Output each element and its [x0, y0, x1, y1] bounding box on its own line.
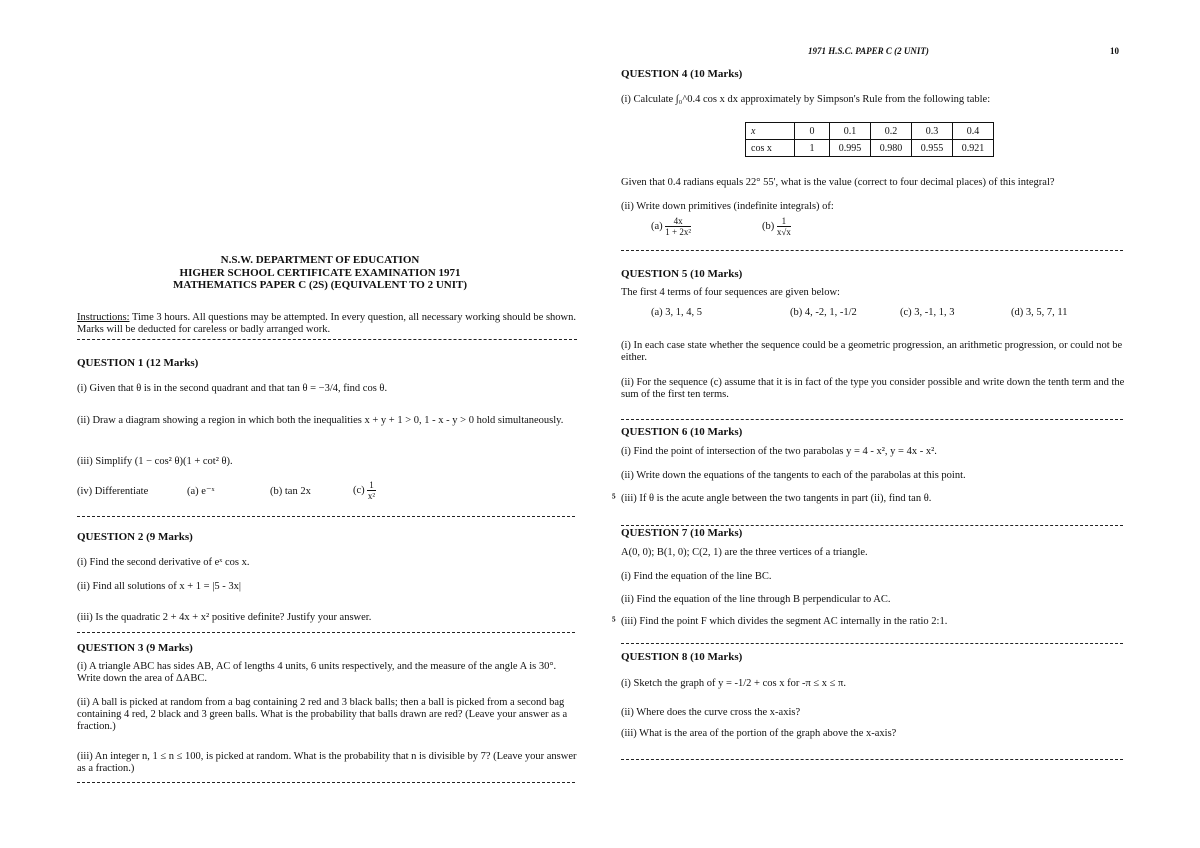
q5-part-ii: (ii) For the sequence (c) assume that it is in fact of the type you consider possible and write down the tenth term and the sum of the first ten terms. [621, 377, 1125, 400]
q7-title: QUESTION 7 (10 Marks) [621, 527, 743, 539]
q6-title: QUESTION 6 (10 Marks) [621, 426, 743, 438]
q5-intro: The first 4 terms of four sequences are given below: [621, 287, 840, 298]
header-line-2: HIGHER SCHOOL CERTIFICATE EXAMINATION 1971 [179, 266, 461, 279]
q1-iv-b: (b) tan 2x [270, 486, 311, 497]
q1-iv-c-denominator: x² [367, 491, 376, 501]
q2-title: QUESTION 2 (9 Marks) [77, 531, 193, 543]
simpson-table [745, 122, 994, 157]
q1-part-i: (i) Given that θ is in the second quadrant and that tan θ = −3/4, find cos θ. [77, 383, 388, 394]
instructions-label: Instructions: [77, 312, 130, 323]
q2-part-iii: (iii) Is the quadratic 2 + 4x + x² positive definite? Justify your answer. [77, 612, 372, 623]
table-cell: 0.921 [953, 140, 994, 157]
q8-part-i: (i) Sketch the graph of y = -1/2 + cos x for -π ≤ x ≤ π. [621, 678, 846, 689]
q8-title: QUESTION 8 (10 Marks) [621, 651, 743, 663]
q1-iv-a: (a) e⁻ˣ [187, 486, 215, 497]
q3-title: QUESTION 3 (9 Marks) [77, 642, 193, 654]
table-cell: 0.4 [953, 123, 994, 140]
page-number: 10 [1110, 46, 1119, 56]
q4-ii-b-denominator: x√x [776, 227, 791, 237]
table-cell: x [746, 123, 795, 140]
table-row [746, 123, 994, 140]
q4-part-ii: (ii) Write down primitives (indefinite integrals) of: [621, 201, 834, 212]
q4-ii-a-numerator: 4x [665, 216, 691, 227]
q3-part-i: (i) A triangle ABC has sides AB, AC of lengths 4 units, 6 units respectively, and the measure of the angle A is 30°. Write down the area of ΔABC. [77, 661, 557, 684]
table-row [746, 140, 994, 157]
q8-part-ii: (ii) Where does the curve cross the x-axis? [621, 707, 801, 718]
q5-seq-c: (c) 3, -1, 1, 3 [900, 307, 955, 318]
q5-seq-b: (b) 4, -2, 1, -1/2 [790, 307, 857, 318]
q7-part-ii: (ii) Find the equation of the line through B perpendicular to AC. [621, 594, 891, 605]
table-cell: 0.3 [912, 123, 953, 140]
q4-ii-a-denominator: 1 + 2x² [665, 227, 692, 237]
divider [621, 419, 1123, 420]
table-cell: cos x [746, 140, 795, 157]
margin-mark: ⁵ [612, 614, 616, 628]
q5-seq-d: (d) 3, 5, 7, 11 [1011, 307, 1068, 318]
q1-part-ii: (ii) Draw a diagram showing a region in which both the inequalities x + y + 1 > 0, 1 - x - y > 0 hold simultaneously. [77, 415, 564, 426]
q4-ii-a-label: (a) [651, 220, 663, 232]
q1-iv-c-numerator: 1 [369, 480, 374, 490]
header-line-1: N.S.W. DEPARTMENT OF EDUCATION [220, 254, 420, 266]
q1-iv-c-label: (c) [353, 484, 365, 496]
table-cell: 1 [795, 140, 830, 157]
divider [621, 250, 1123, 251]
q6-part-i: (i) Find the point of intersection of the two parabolas y = 4 - x², y = 4x - x². [621, 446, 937, 457]
table-cell: 0.2 [871, 123, 912, 140]
q5-part-i: (i) In each case state whether the sequence could be a geometric progression, an arithmetic progression, or could not be either. [621, 340, 1123, 363]
divider [621, 643, 1123, 644]
q4-ii-a-fraction [665, 216, 691, 237]
q6-part-ii: (ii) Write down the equations of the tangents to each of the parabolas at this point. [621, 470, 966, 481]
q2-part-i: (i) Find the second derivative of eˣ cos x. [77, 557, 250, 568]
table-cell: 0.955 [912, 140, 953, 157]
q5-seq-a: (a) 3, 1, 4, 5 [651, 307, 703, 318]
q4-part-i: (i) Calculate ∫₀^0.4 cos x dx approximately by Simpson's Rule from the following table: [621, 94, 991, 105]
q1-iv-label: (iv) Differentiate [77, 486, 149, 497]
table-cell: 0.995 [830, 140, 871, 157]
instructions-text: Time 3 hours. All questions may be attempted. In every question, all necessary working should be shown. Marks will be deducted for careless or badly arranged work. [77, 312, 576, 335]
header-line-3: MATHEMATICS PAPER C (2S) (EQUIVALENT TO 2 UNIT) [172, 279, 468, 291]
q5-title: QUESTION 5 (10 Marks) [621, 268, 743, 280]
margin-mark: ⁵ [612, 491, 616, 505]
q2-part-ii: (ii) Find all solutions of x + 1 = |5 - 3x| [77, 581, 241, 592]
table-cell: 0.1 [830, 123, 871, 140]
q4-ii-b-numerator: 1 [777, 216, 791, 227]
q7-part-iii: (iii) Find the point F which divides the segment AC internally in the ratio 2:1. [621, 616, 948, 627]
divider [621, 759, 1123, 760]
q4-ii-b-fraction [777, 216, 791, 237]
q4-ii-b-label: (b) [762, 220, 775, 232]
q1-part-iii: (iii) Simplify (1 − cos² θ)(1 + cot² θ). [77, 456, 233, 467]
q4-ii-b [762, 216, 791, 237]
q7-intro: A(0, 0); B(1, 0); C(2, 1) are the three vertices of a triangle. [621, 547, 868, 558]
q3-part-ii: (ii) A ball is picked at random from a bag containing 2 red and 3 black balls; then a ball is picked from a second bag containing 4 red, 2 black and 3 green balls. What is the probability that balls drawn are red? (Leave your answer as a fraction.) [77, 697, 568, 732]
q1-title: QUESTION 1 (12 Marks) [77, 357, 199, 369]
table-cell: 0.980 [871, 140, 912, 157]
q8-part-iii: (iii) What is the area of the portion of the graph above the x-axis? [621, 728, 897, 739]
q4-title: QUESTION 4 (10 Marks) [621, 68, 743, 80]
q4-given: Given that 0.4 radians equals 22° 55', what is the value (correct to four decimal places) of this integral? [621, 177, 1055, 188]
divider [621, 525, 1123, 526]
q4-ii-a [651, 216, 691, 237]
q6-part-iii: (iii) If θ is the acute angle between the two tangents in part (ii), find tan θ. [621, 493, 932, 504]
running-head: 1971 H.S.C. PAPER C (2 UNIT) [808, 46, 929, 56]
q7-part-i: (i) Find the equation of the line BC. [621, 571, 772, 582]
q3-part-iii: (iii) An integer n, 1 ≤ n ≤ 100, is picked at random. What is the probability that n is divisible by 7? (Leave your answer as a fraction.) [77, 751, 577, 774]
table-cell: 0 [795, 123, 830, 140]
